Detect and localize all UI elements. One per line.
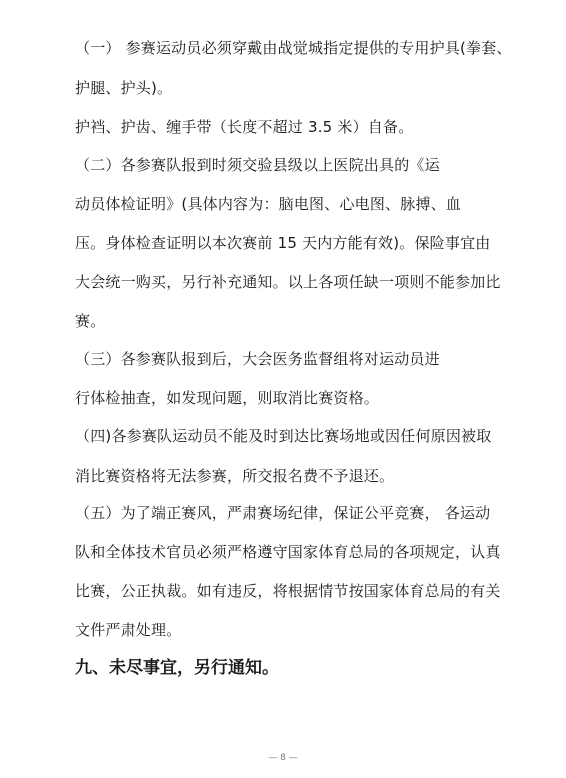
section-heading: 九、未尽事宜，另行通知。 (75, 658, 279, 678)
text-line: （一） 参赛运动员必须穿戴由战觉城指定提供的专用护具(拳套、 (75, 39, 512, 57)
text-line: 护裆、护齿、缠手带（长度不超过 3.5 米）自备。 (75, 118, 414, 136)
text-line: 行体检抽查，如发现问题，则取消比赛资格。 (75, 389, 380, 407)
text-line: （二）各参赛队报到时须交验县级以上医院出具的《运 (75, 156, 440, 174)
text-line: 压。身体检查证明以本次赛前 15 天内方能有效)。保险事宜由 (75, 234, 491, 252)
text-line: 文件严肃处理。 (75, 621, 182, 639)
text-line: （三）各参赛队报到后，大会医务监督组将对运动员进 (75, 350, 440, 368)
text-line: 队和全体技术官员必须严格遵守国家体育总局的各项规定，认真 (75, 543, 501, 561)
page-number: — 8 — (268, 753, 298, 763)
text-line: （四)各参赛队运动员不能及时到达比赛场地或因任何原因被取 (75, 427, 492, 445)
text-line: 消比赛资格将无法参赛，所交报名费不予退还。 (75, 467, 395, 485)
text-line: 赛。 (75, 312, 106, 330)
text-line: （五）为了端正赛风，严肃赛场纪律，保证公平竞赛， 各运动 (75, 504, 491, 522)
text-line: 动员体检证明》(具体内容为：脑电图、心电图、脉搏、血 (75, 195, 462, 213)
text-line: 大会统一购买，另行补充通知。以上各项任缺一项则不能参加比 (75, 273, 501, 291)
text-line: 比赛，公正执裁。如有违反，将根据情节按国家体育总局的有关 (75, 582, 501, 600)
text-line: 护腿、护头)。 (75, 79, 173, 97)
